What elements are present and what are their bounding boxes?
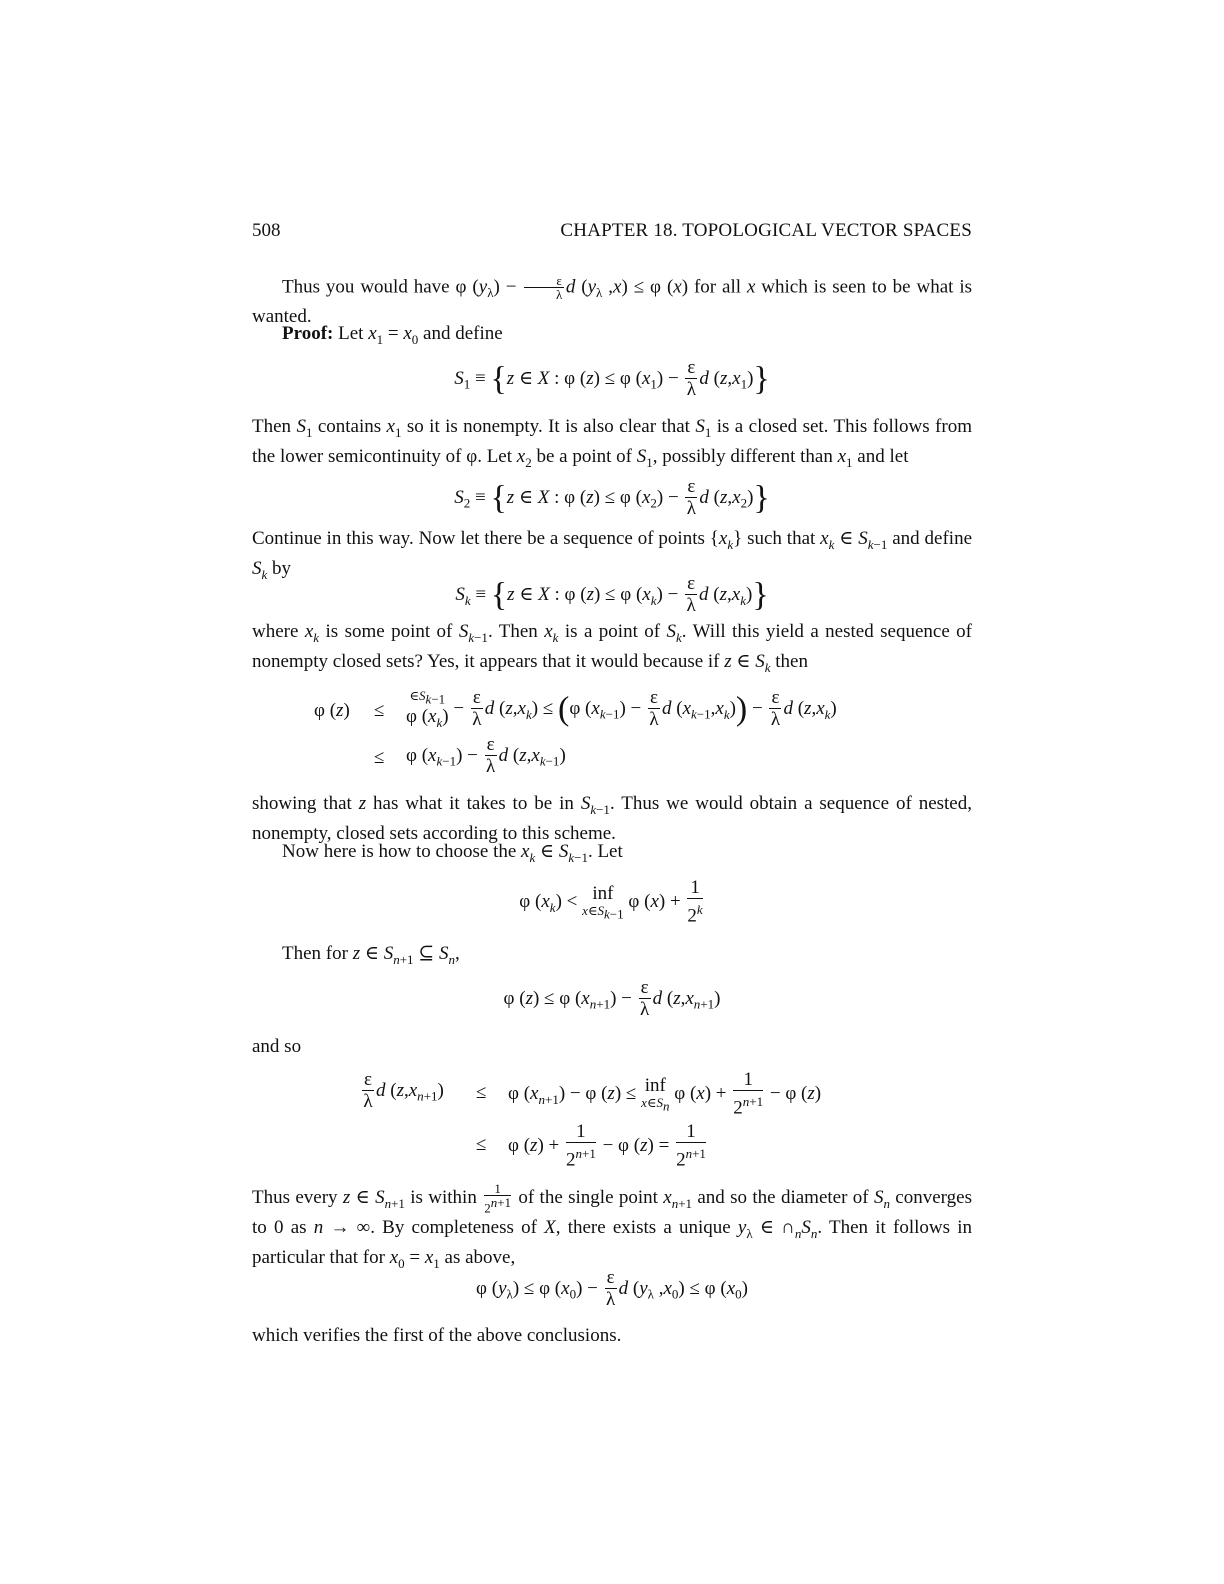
proof-start: Proof: Let $x_1 = x_0$ and define	[282, 323, 503, 347]
paragraph-nested: where $x_k$ is some point of $S_{k-1}$. Then $x_k$ is a point of $S_k$. Will this yield a nested sequence of nonempty closed sets? Yes, it appears that it would because if z ∈ $S_k$ then	[252, 621, 972, 675]
equation-final: φ $(y_\lambda) \le \varphi$ $(x_0)$ − $\frac{\varepsilon}{\lambda}$ d ($y_\lambda$ $,x_0) \le \varphi$ $(x_0)$	[476, 1267, 748, 1310]
paragraph-continue: Continue in this way. Now let there be a sequence of points $\{x_k\}$ such that $x_k$ ∈ $S_{k-1}$ and define $S_k$ by	[252, 528, 973, 582]
paragraph-conclusion: Thus you would have φ $(y_\lambda)$ − $\frac{\varepsilon}{\lambda}$ d ($y_\lambda$ ,x) ≤ φ (x) for all x which is seen to be what is wanted.	[252, 273, 972, 328]
chapter-title: CHAPTER 18. TOPOLOGICAL VECTOR SPACES	[560, 220, 972, 241]
paragraph-completeness: Thus every z ∈ $S_{n+1}$ is within $\frac{1}{2^{n+1}}$ of the single point $x_{n+1}$ and so the diameter of $S_n$ converges to 0 as n → ∞. By completeness of X, there exists a unique $y_\lambda$ ∈ $\cap_nS_n$. Then it follows in particular that for $x_0 = x_1$ as above,	[252, 1181, 972, 1271]
paragraph-choose: Now here is how to choose the $x_k$ ∈ $S_{k-1}$. Let	[282, 841, 623, 865]
equation-phi-z: φ (z) ≤ φ $(x_{n+1})$ − $\frac{\varepsilon}{\lambda}$ d $(z,x_{n+1})$	[503, 977, 721, 1020]
equation-inf: φ $(x_k)$ < inf $x\in S_{k-1}$ φ (x) + $\frac{1}{2^k}$	[519, 877, 703, 927]
paragraph-then-for: Then for z ∈ $S_{n+1}$ ⊆ $S_n$,	[282, 943, 460, 967]
running-header	[252, 220, 972, 246]
paragraph-and-so: and so	[252, 1036, 302, 1057]
paragraph-verifies: which verifies the first of the above conclusions.	[252, 1325, 622, 1346]
page-number: 508	[252, 220, 281, 241]
equation-sk: $S_k \equiv \{z$ ∈ X : φ (z) ≤ φ $(x_k)$ − $\frac{\varepsilon}{\lambda}$ d $(z,x_k)$}	[455, 573, 769, 616]
paragraph-s1-closed: Then $S_1$ contains $x_1$ so it is nonempty. It is also clear that $S_1$ is a closed set. This follows from the lower semicontinuity of φ. Let $x_2$ be a point of $S_1$, possibly different than $x_1$ and let	[252, 416, 972, 470]
equation-s2: $S_2 \equiv \{z$ ∈ X : φ (z) ≤ φ $(x_2)$ − $\frac{\varepsilon}{\lambda}$ d $(z,x_2)$}	[454, 476, 770, 519]
paragraph-showing: showing that z has what it takes to be in $S_{k-1}$. Thus we would obtain a sequence of nested, nonempty, closed sets according to this scheme.	[252, 793, 972, 844]
equation-s1: $S_1 \equiv \{z$ ∈ X : φ (z) ≤ φ $(x_1)$ − $\frac{\varepsilon}{\lambda}$ d $(z,x_1)$}	[454, 357, 770, 400]
